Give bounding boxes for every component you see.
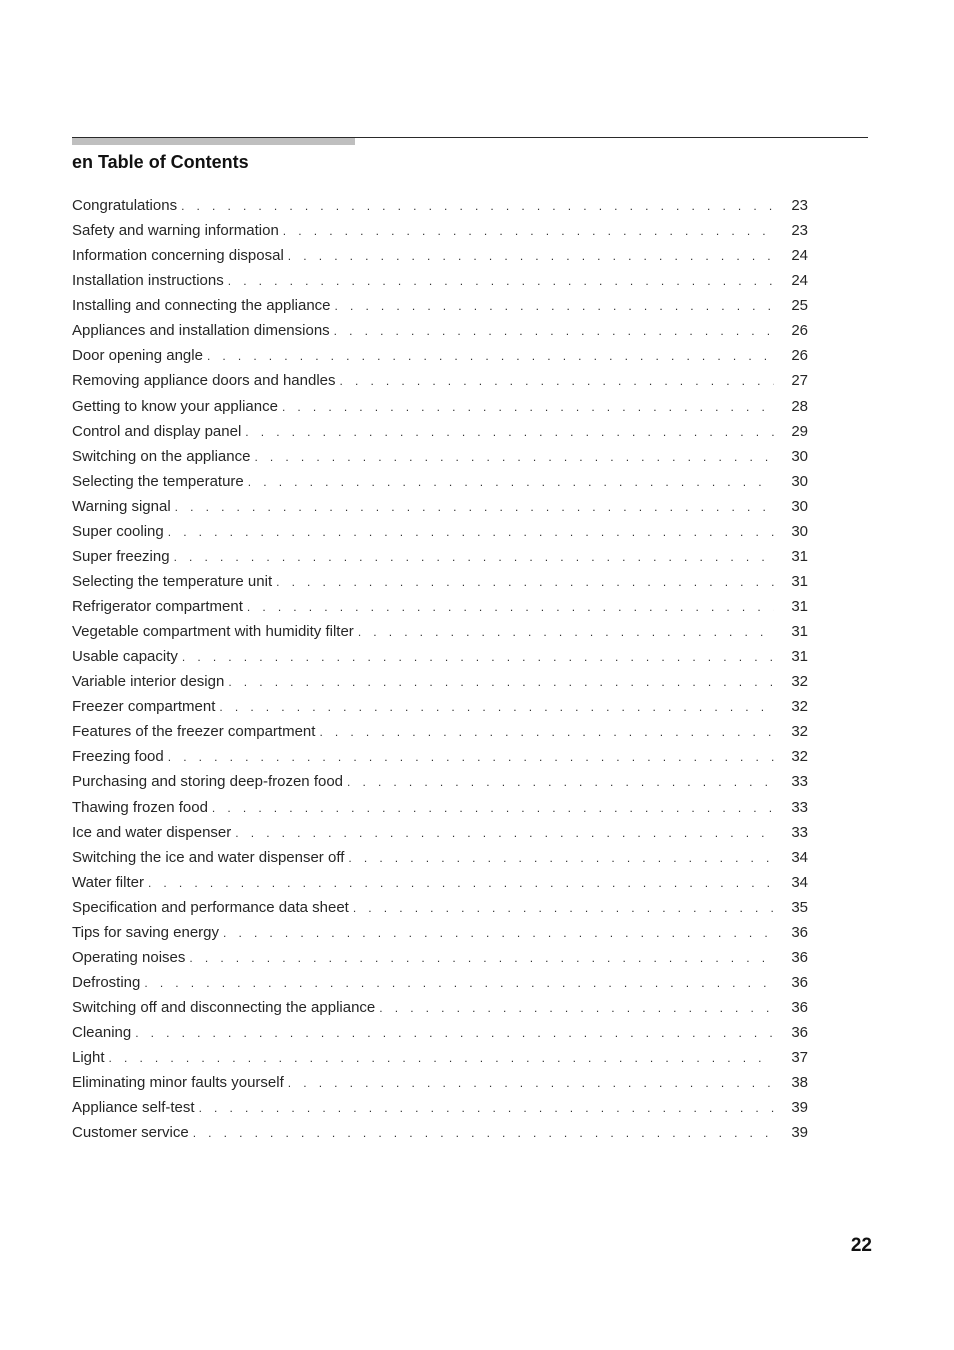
dot-leader xyxy=(353,896,774,921)
dot-leader xyxy=(348,846,774,871)
toc-entry-title: Switching off and disconnecting the appliance xyxy=(72,999,376,1016)
toc-entry-title: Switching on the appliance xyxy=(72,447,251,465)
toc-entry-title: Selecting the temperature xyxy=(72,472,244,490)
toc-entry[interactable] xyxy=(72,845,808,870)
toc-entry-title: Customer service xyxy=(72,1124,189,1142)
toc-entry-page: 31 xyxy=(791,547,808,565)
toc-entry[interactable] xyxy=(72,795,808,820)
toc-entry-page: 36 xyxy=(791,948,808,966)
toc-entry-title: Control and display panel xyxy=(72,422,242,440)
dot-leader xyxy=(283,219,774,244)
table-of-contents xyxy=(72,193,808,1145)
dot-leader xyxy=(193,1121,774,1146)
toc-entry[interactable] xyxy=(72,1070,808,1095)
toc-entry[interactable] xyxy=(72,218,808,243)
dot-leader xyxy=(223,921,774,946)
dot-leader xyxy=(340,369,774,394)
toc-entry-title: Ice and water dispenser xyxy=(72,823,232,841)
toc-entry-page: 32 xyxy=(791,673,808,691)
toc-entry[interactable] xyxy=(72,343,808,368)
toc-entry-title: Refrigerator compartment xyxy=(72,598,243,615)
dot-leader xyxy=(254,445,774,470)
toc-entry[interactable] xyxy=(72,619,808,644)
toc-entry[interactable] xyxy=(72,318,808,343)
toc-entry[interactable] xyxy=(72,870,808,895)
toc-entry-title: Information concerning disposal xyxy=(72,247,284,265)
toc-entry-title: Warning signal xyxy=(72,497,171,515)
toc-entry[interactable] xyxy=(72,193,808,218)
toc-entry-title: Tips for saving energy xyxy=(72,923,220,941)
dot-leader xyxy=(109,1046,774,1071)
toc-entry-title: Eliminating minor faults yourself xyxy=(72,1074,284,1092)
toc-entry-title: Thawing frozen food xyxy=(72,798,208,816)
toc-entry-page: 33 xyxy=(791,773,808,791)
toc-entry[interactable] xyxy=(72,469,808,494)
toc-entry-page: 33 xyxy=(791,823,808,841)
dot-leader xyxy=(282,395,774,420)
toc-entry-title: Getting to know your appliance xyxy=(72,397,278,415)
toc-entry-title: Installation instructions xyxy=(72,272,224,290)
dot-leader xyxy=(182,645,774,670)
toc-entry[interactable] xyxy=(72,544,808,569)
toc-entry-title: Super cooling xyxy=(72,522,164,540)
toc-entry-page: 39 xyxy=(791,1124,808,1142)
toc-entry-page: 38 xyxy=(791,1074,808,1092)
dot-leader xyxy=(288,1071,774,1096)
toc-entry-page: 37 xyxy=(791,1049,808,1067)
dot-leader xyxy=(319,720,774,745)
toc-entry[interactable] xyxy=(72,694,808,719)
toc-entry-title: Super freezing xyxy=(72,547,170,565)
toc-entry-page: 32 xyxy=(791,748,808,766)
dot-leader xyxy=(199,1096,774,1121)
toc-entry-title: Cleaning xyxy=(72,1024,132,1042)
dot-leader xyxy=(347,770,774,795)
toc-entry-page: 29 xyxy=(791,422,808,440)
toc-entry-page: 36 xyxy=(791,923,808,941)
toc-entry-page: 36 xyxy=(791,1024,808,1042)
page-number: 22 xyxy=(850,1235,872,1256)
toc-entry-page: 32 xyxy=(791,723,808,741)
toc-entry-page: 36 xyxy=(791,973,808,991)
toc-entry[interactable] xyxy=(72,644,808,669)
toc-entry-title: Removing appliance doors and handles xyxy=(72,372,336,390)
dot-leader xyxy=(379,996,774,1021)
toc-entry-title: Switching the ice and water dispenser off xyxy=(72,848,345,866)
toc-entry-page: 24 xyxy=(791,272,808,290)
dot-leader xyxy=(228,670,774,695)
toc-entry-page: 25 xyxy=(791,297,808,315)
dot-leader xyxy=(335,294,774,319)
toc-entry[interactable] xyxy=(72,995,808,1020)
toc-entry-page: 39 xyxy=(791,1099,808,1117)
toc-entry-page: 31 xyxy=(791,623,808,641)
toc-entry-title: Water filter xyxy=(72,873,144,891)
toc-entry-page: 34 xyxy=(791,848,808,866)
dot-leader xyxy=(189,946,774,971)
toc-entry[interactable] xyxy=(72,669,808,694)
toc-entry-title: Usable capacity xyxy=(72,648,178,666)
dot-leader xyxy=(235,821,774,846)
toc-entry-title: Safety and warning information xyxy=(72,222,279,240)
dot-leader xyxy=(135,1021,774,1046)
toc-entry-page: 23 xyxy=(791,197,808,214)
toc-entry-title: Freezer compartment xyxy=(72,698,216,716)
toc-entry[interactable] xyxy=(72,494,808,519)
dot-leader xyxy=(175,495,774,520)
toc-entry[interactable] xyxy=(72,569,808,594)
toc-entry-page: 27 xyxy=(791,372,808,390)
dot-leader xyxy=(245,420,774,445)
page-heading xyxy=(72,152,249,173)
language-code: en xyxy=(72,152,94,172)
toc-entry[interactable] xyxy=(72,744,808,769)
toc-entry[interactable] xyxy=(72,519,808,544)
toc-entry[interactable] xyxy=(72,368,808,393)
dot-leader xyxy=(288,244,774,269)
toc-entry-page: 28 xyxy=(791,397,808,415)
header-accent-bar xyxy=(72,138,355,145)
dot-leader xyxy=(168,520,774,545)
toc-entry-page: 33 xyxy=(791,798,808,816)
toc-entry[interactable] xyxy=(72,419,808,444)
toc-entry-page: 26 xyxy=(791,322,808,340)
toc-entry[interactable] xyxy=(72,243,808,268)
toc-entry-title: Variable interior design xyxy=(72,673,225,691)
toc-entry-page: 23 xyxy=(791,222,808,240)
toc-entry[interactable] xyxy=(72,895,808,920)
toc-entry[interactable] xyxy=(72,970,808,995)
toc-entry[interactable] xyxy=(72,920,808,945)
toc-entry[interactable] xyxy=(72,293,808,318)
toc-entry-page: 35 xyxy=(791,898,808,916)
toc-entry-title: Features of the freezer compartment xyxy=(72,723,316,741)
toc-entry-title: Specification and performance data sheet xyxy=(72,898,349,916)
toc-entry-title: Light xyxy=(72,1049,105,1067)
toc-entry-title: Freezing food xyxy=(72,748,164,766)
dot-leader xyxy=(358,620,774,645)
dot-leader xyxy=(334,319,774,344)
toc-entry[interactable] xyxy=(72,1045,808,1070)
dot-leader xyxy=(219,695,774,720)
dot-leader xyxy=(212,796,774,821)
toc-entry-page: 31 xyxy=(791,648,808,666)
page-title: Table of Contents xyxy=(98,152,249,172)
toc-entry[interactable] xyxy=(72,444,808,469)
toc-entry-title: Appliance self-test xyxy=(72,1099,195,1117)
toc-entry[interactable] xyxy=(72,719,808,744)
toc-entry-title: Appliances and installation dimensions xyxy=(72,322,330,340)
toc-entry-page: 30 xyxy=(791,497,808,515)
dot-leader xyxy=(181,194,774,219)
dot-leader xyxy=(276,570,774,595)
toc-entry-title: Purchasing and storing deep-frozen food xyxy=(72,773,344,791)
toc-entry-title: Door opening angle xyxy=(72,347,203,365)
dot-leader xyxy=(168,745,774,770)
toc-entry[interactable] xyxy=(72,268,808,293)
toc-entry-title: Vegetable compartment with humidity filter xyxy=(72,623,354,641)
dot-leader xyxy=(247,595,774,620)
toc-entry-page: 32 xyxy=(791,698,808,716)
toc-entry-page: 31 xyxy=(791,572,808,590)
toc-entry[interactable] xyxy=(72,1095,808,1120)
toc-entry[interactable] xyxy=(72,1120,808,1145)
toc-entry-page: 34 xyxy=(791,873,808,891)
toc-entry[interactable] xyxy=(72,769,808,794)
toc-entry-page: 24 xyxy=(791,247,808,265)
toc-entry-title: Operating noises xyxy=(72,948,186,966)
toc-entry-page: 36 xyxy=(791,999,808,1016)
toc-entry-title: Selecting the temperature unit xyxy=(72,572,273,590)
toc-entry-title: Installing and connecting the appliance xyxy=(72,297,331,315)
dot-leader xyxy=(228,269,774,294)
toc-entry-page: 30 xyxy=(791,447,808,465)
toc-entry[interactable] xyxy=(72,394,808,419)
dot-leader xyxy=(207,344,774,369)
toc-entry-page: 31 xyxy=(791,598,808,615)
toc-entry-page: 30 xyxy=(791,472,808,490)
toc-entry-title: Congratulations xyxy=(72,197,178,214)
toc-entry[interactable] xyxy=(72,1020,808,1045)
toc-entry-title: Defrosting xyxy=(72,973,141,991)
toc-entry[interactable] xyxy=(72,820,808,845)
dot-leader xyxy=(174,545,774,570)
toc-entry[interactable] xyxy=(72,945,808,970)
toc-entry-page: 26 xyxy=(791,347,808,365)
toc-entry-page: 30 xyxy=(791,522,808,540)
dot-leader xyxy=(144,971,774,996)
dot-leader xyxy=(148,871,774,896)
toc-entry[interactable] xyxy=(72,594,808,619)
dot-leader xyxy=(248,470,774,495)
